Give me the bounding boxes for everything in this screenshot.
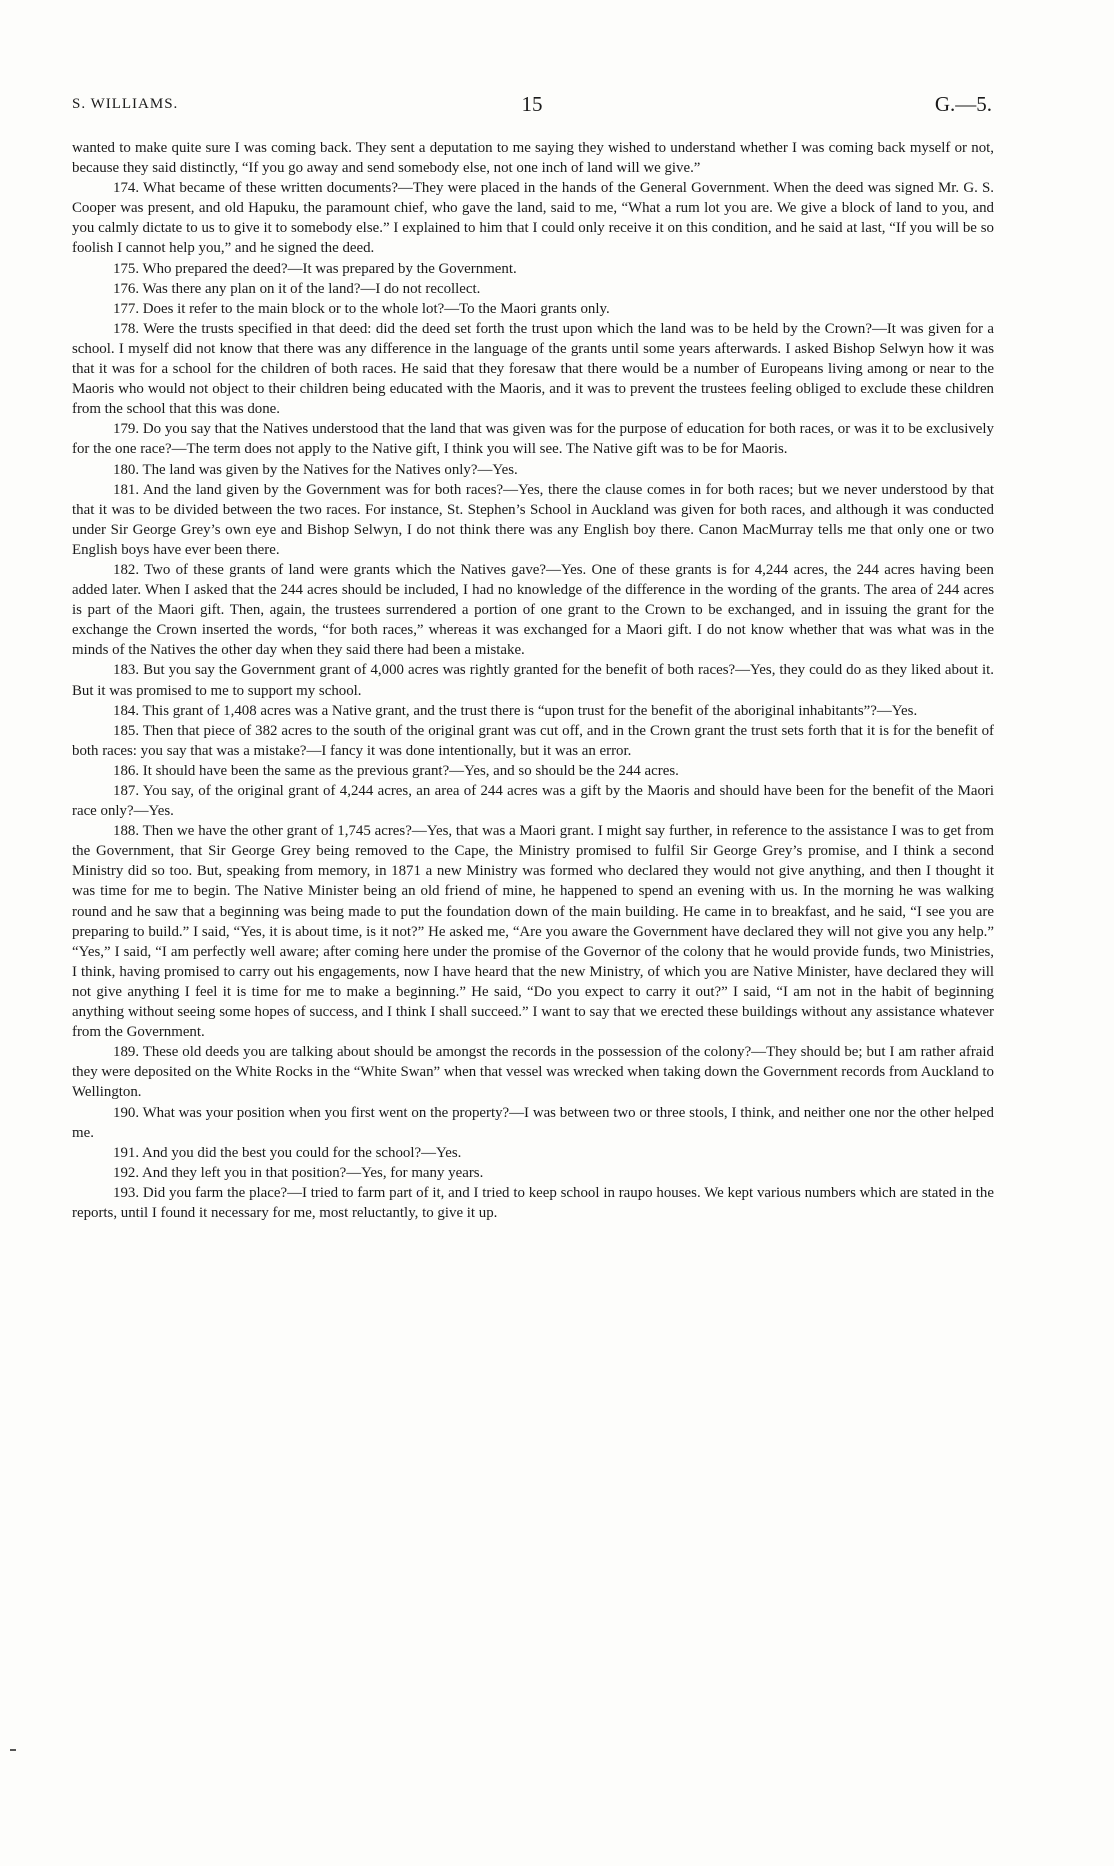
question-180: 180. The land was given by the Natives for the Natives only?—Yes. (113, 461, 518, 478)
question-174: 174. What became of these written documents?—They were placed in the hands of the General Government. When the deed was signed Mr. G. S. Cooper was present, and old Hapuku, the paramount chief, who gave the land, said to me, “What a rum lot you are. We give a block of land to you, and you calmly dictate to us to give it to somebody else.” I explained to him that I could only receive it on this condition, and he said at last, “If you will be so foolish I cannot help you,” and he signed the deed. (72, 180, 994, 257)
question-185: 185. Then that piece of 382 acres to the south of the original grant was cut off, and in the Crown grant the trust sets forth that it is for the benefit of both races: you say that was a mistake?—I fancy it was done intentionally, but it was an error. (72, 722, 994, 759)
question-181: 181. And the land given by the Government was for both races?—Yes, there the clause comes in for both races; but we never understood by that that it was to be divided between the two races. For instance, St. Stephen’s School in Auckland was given for both races, and although it was conducted under Sir George Grey’s own eye and Bishop Selwyn, I do not think there was any English boy there. Canon MacMurray tells me that only one or two English boys have ever been there. (72, 481, 994, 558)
question-191: 191. And you did the best you could for the school?—Yes. (113, 1144, 462, 1161)
question-177: 177. Does it refer to the main block or to the whole lot?—To the Maori grants only. (113, 300, 610, 317)
question-189: 189. These old deeds you are talking about should be amongst the records in the possession of the colony?—They should be; but I am rather afraid they were deposited on the White Rocks in the “White Swan” when that vessel was wrecked when taking down the Government records from Auckland to Wellington. (72, 1044, 994, 1101)
question-176: 176. Was there any plan on it of the land?—I do not recollect. (113, 280, 481, 297)
question-182: 182. Two of these grants of land were grants which the Natives gave?—Yes. One of these grants is for 4,244 acres, the 244 acres having been added later. When I asked that the 244 acres should be included, I had no knowledge of the difference in the wording of the grants. The area of 244 acres is part of the Maori gift. Then, again, the trustees surrendered a portion of one grant to the Crown to be exchanged, and in issuing the grant for the exchange the Crown inserted the words, “for both races,” whereas it was exchanged for a Maori gift. I do not know whether that was what was in the minds of the Natives the other day when they said there had been a mistake. (72, 561, 994, 659)
question-179: 179. Do you say that the Natives understood that the land that was given was for the purpose of education for both races, or was it to be exclusively for the one race?—The term does not apply to the Native gift, I think you will see. The Native gift was to be for Maoris. (72, 421, 994, 458)
header-reference: G.—5. (934, 92, 992, 116)
question-184: 184. This grant of 1,408 acres was a Native grant, and the trust there is “upon trust for the benefit of the aboriginal inhabitants”?—Yes. (113, 702, 918, 719)
question-193: 193. Did you farm the place?—I tried to farm part of it, and I tried to keep school in raupo houses. We kept various numbers which are stated in the reports, until I found it necessary for me, most reluctantly, to give it up. (72, 1184, 994, 1221)
question-187: 187. You say, of the original grant of 4,244 acres, an area of 244 acres was a gift by the Maoris and should have been for the benefit of the Maori race only?—Yes. (72, 783, 994, 820)
question-188: 188. Then we have the other grant of 1,745 acres?—Yes, that was a Maori grant. I might say further, in reference to the assistance I was to get from the Government, that Sir George Grey being removed to the Cape, the Ministry promised to fulfil Sir George Grey’s promise, and I think a second Ministry did so too. But, speaking from memory, in 1871 a new Ministry was formed who declared they would not give anything, and then I thought it was time for me to begin. The Native Minister being an old friend of mine, he happened to spend an evening with us. In the morning he was walking round and he saw that a beginning was being made to put the foundation down of the main building. He came in to breakfast, and he said, “I see you are preparing to build.” I said, “Yes, it is about time, is it not?” He asked me, “Are you aware the Government have declared they will not give you any help.” “Yes,” I said, “I am perfectly well aware; after coming here under the promise of the Governor of the colony that he would provide funds, two Ministries, I think, having promised to carry out his engagements, now I have heard that the new Ministry, of which you are Native Minister, have declared they will not give anything I feel it is time for me to make a beginning.” He said, “Do you expect to carry it out?” I said, “I am not in the habit of beginning anything without seeing some hopes of success, and I think I shall succeed.” I want to say that we erected these buildings without any assistance whatever from the Government. (72, 823, 994, 1041)
question-183: 183. But you say the Government grant of 4,000 acres was rightly granted for the benefit of both races?—Yes, they could do as they liked about it. But it was promised to me to support my school. (72, 662, 994, 699)
question-186: 186. It should have been the same as the previous grant?—Yes, and so should be the 244 acres. (113, 762, 679, 779)
question-175: 175. Who prepared the deed?—It was prepared by the Government. (113, 260, 517, 277)
paragraph-continuation: wanted to make quite sure I was coming back. They sent a deputation to me saying they wished to understand whether I was coming back myself or not, because they said distinctly, “If you go away and send somebody else, not one inch of land will we give.” (72, 140, 994, 177)
question-178: 178. Were the trusts specified in that deed: did the deed set forth the trust upon which the land was to be held by the Crown?—It was given for a school. I myself did not know that there was any difference in the language of the grants until some years afterwards. I asked Bishop Selwyn how it was that it was for a school for the children of both races. He said that they foresaw that there would be a number of Europeans living among or near to the Maoris who would not object to their children being educated with the Maoris, and it was to prevent the trustees feeling obliged to exclude these children from the school that this was done. (72, 320, 994, 418)
margin-mark (10, 1749, 16, 1751)
page-header (72, 92, 992, 120)
header-page-number: 15 (521, 92, 543, 116)
header-witness-name: S. WILLIAMS. (72, 96, 179, 112)
document-body (72, 138, 994, 1223)
question-192: 192. And they left you in that position?—Yes, for many years. (113, 1164, 484, 1181)
question-190: 190. What was your position when you first went on the property?—I was between two or three stools, I think, and neither one nor the other helped me. (72, 1104, 994, 1141)
